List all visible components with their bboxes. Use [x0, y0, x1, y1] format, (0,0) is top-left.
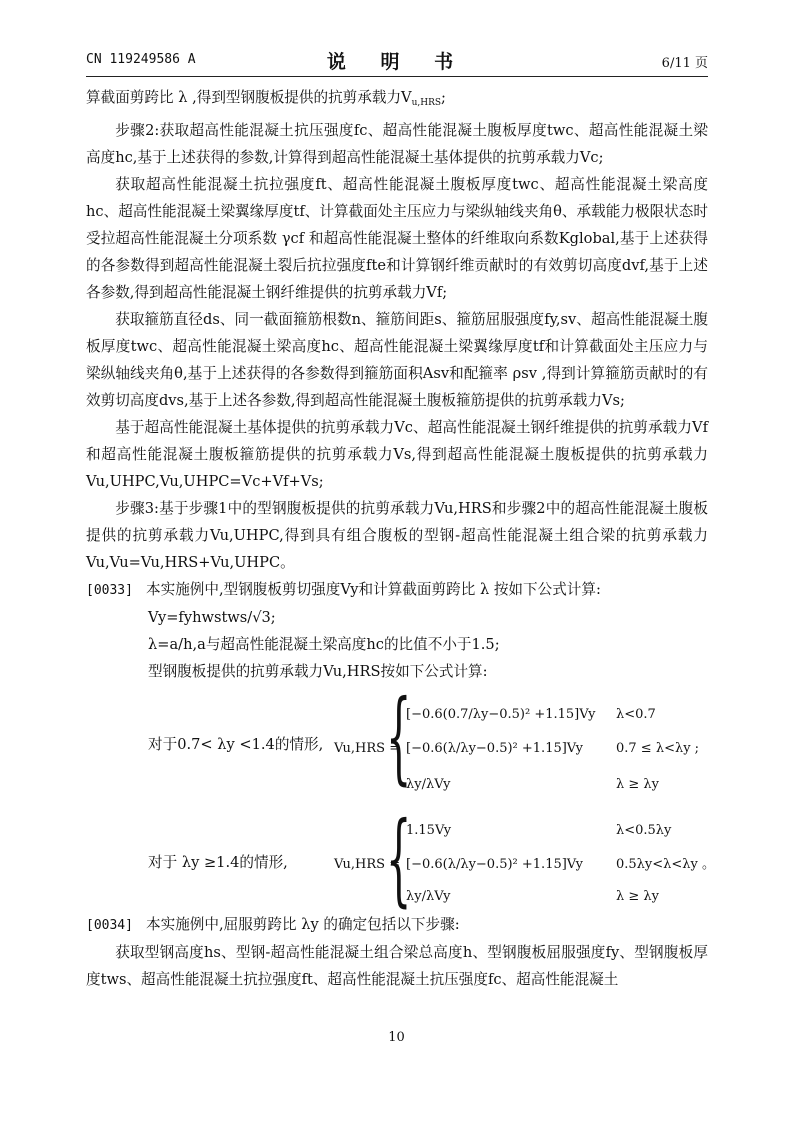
- left-brace: {: [386, 800, 412, 917]
- paragraph-0034: [0034] 本实施例中,屈服剪跨比 λy 的确定包括以下步骤:: [86, 911, 708, 939]
- page-indicator: 6/11 页: [661, 56, 708, 71]
- formula-row: 1.15Vy: [406, 823, 452, 838]
- paragraph-stirrup: 获取箍筋直径ds、同一截面箍筋根数n、箍筋间距s、箍筋屈服强度fy,sv、超高性能混凝土腹板厚度twc、超高性能混凝土梁高度hc、超高性能混凝土梁翼缘厚度tf和计算截面处主压应力与梁纵轴线夹角θ,基于上述获得的各参数得到箍筋面积Asv和配箍率 ρsv ,得到计算箍筋贡献时的有效剪切高度dvs,基于上述各参数,得到超高性能混凝土腹板箍筋提供的抗剪承载力Vs;: [86, 311, 708, 409]
- document-number: CN 119249586 A: [86, 52, 196, 67]
- formula-condition: λ<0.7: [616, 707, 656, 722]
- formula-condition: λ ≥ λy: [616, 777, 659, 792]
- piecewise-formula-2: [86, 800, 715, 917]
- case-label-2: 对于 λy ≥1.4的情形,: [148, 854, 288, 871]
- piecewise-formula-1: [86, 678, 708, 811]
- formula-intro: 型钢腹板提供的抗剪承载力Vu,HRS按如下公式计算:: [148, 663, 488, 680]
- formula-lhs: Vu,HRS =: [334, 741, 401, 756]
- paragraph-uhpc-sum: 基于超高性能混凝土基体提供的抗剪承载力Vc、超高性能混凝土钢纤维提供的抗剪承载力Vf和超高性能混凝土腹板箍筋提供的抗剪承载力Vs,得到超高性能混凝土腹板提供的抗剪承载力Vu,UHPC,Vu,UHPC=Vc+Vf+Vs;: [86, 419, 708, 490]
- paragraph-last: 获取型钢高度hs、型钢-超高性能混凝土组合梁总高度h、型钢腹板屈服强度fy、型钢腹板厚度tws、超高性能混凝土抗拉强度ft、超高性能混凝土抗压强度fc、超高性能混凝土: [86, 944, 708, 988]
- paragraph-number: [0033]: [86, 583, 133, 598]
- document-title: 说 明 书: [326, 51, 468, 73]
- paragraph-step3: 步骤3:基于步骤1中的型钢腹板提供的抗剪承载力Vu,HRS和步骤2中的超高性能混凝土腹板提供的抗剪承载力Vu,UHPC,得到具有组合腹板的型钢-超高性能混凝土组合梁的抗剪承载力Vu,Vu=Vu,HRS+Vu,UHPC。: [86, 500, 708, 571]
- formula-condition: 0.5λy<λ<λy 。: [616, 857, 715, 872]
- paragraph-fiber: 获取超高性能混凝土抗拉强度ft、超高性能混凝土腹板厚度twc、超高性能混凝土梁高度hc、超高性能混凝土梁翼缘厚度tf、计算截面处主压应力与梁纵轴线夹角θ、承载能力极限状态时受拉超高性能混凝土分项系数 γcf 和超高性能混凝土整体的纤维取向系数Kglobal,基于上述获得的各参数得到超高性能混凝土裂后抗拉强度fte和计算钢纤维贡献时的有效剪切高度dvf,基于上述各参数,得到超高性能混凝土钢纤维提供的抗剪承载力Vf;: [86, 176, 708, 301]
- formula-lhs: Vu,HRS =: [334, 857, 401, 872]
- paragraph-number: [0034]: [86, 918, 133, 933]
- formula-condition: λ ≥ λy: [616, 889, 659, 904]
- formula-row: [−0.6(λ/λy−0.5)² +1.15]Vy: [406, 741, 584, 756]
- paragraph-0033: [0033] 本实施例中,型钢腹板剪切强度Vy和计算截面剪跨比 λ 按如下公式计算:: [86, 576, 708, 604]
- formula-condition: λ<0.5λy: [616, 823, 672, 838]
- left-brace: {: [386, 678, 412, 795]
- formula-row: [−0.6(λ/λy−0.5)² +1.15]Vy: [406, 857, 584, 872]
- page-header: [86, 48, 708, 74]
- formula-row: λy/λVy: [406, 777, 451, 792]
- formula-row: λy/λVy: [406, 889, 451, 904]
- paragraph-continuation: 算截面剪跨比 λ ,得到型钢腹板提供的抗剪承载力$V_{u,HRS}$;: [86, 89, 446, 108]
- formula-lambda: λ=a/h,a与超高性能混凝土梁高度hc的比值不小于1.5;: [148, 636, 500, 653]
- page-number: 10: [388, 1030, 405, 1045]
- formula-condition: 0.7 ≤ λ<λy ;: [616, 741, 700, 756]
- formula-vy: Vy=fyhwstws/√3;: [148, 609, 276, 626]
- formula-row: [−0.6(0.7/λy−0.5)² +1.15]Vy: [406, 707, 596, 722]
- header-divider: [86, 76, 708, 77]
- document-body: [86, 84, 715, 993]
- case-label-1: 对于0.7< λy <1.4的情形,: [148, 736, 324, 753]
- paragraph-step2: 步骤2:获取超高性能混凝土抗压强度fc、超高性能混凝土腹板厚度twc、超高性能混凝土梁高度hc,基于上述获得的参数,计算得到超高性能混凝土基体提供的抗剪承载力Vc;: [86, 122, 708, 166]
